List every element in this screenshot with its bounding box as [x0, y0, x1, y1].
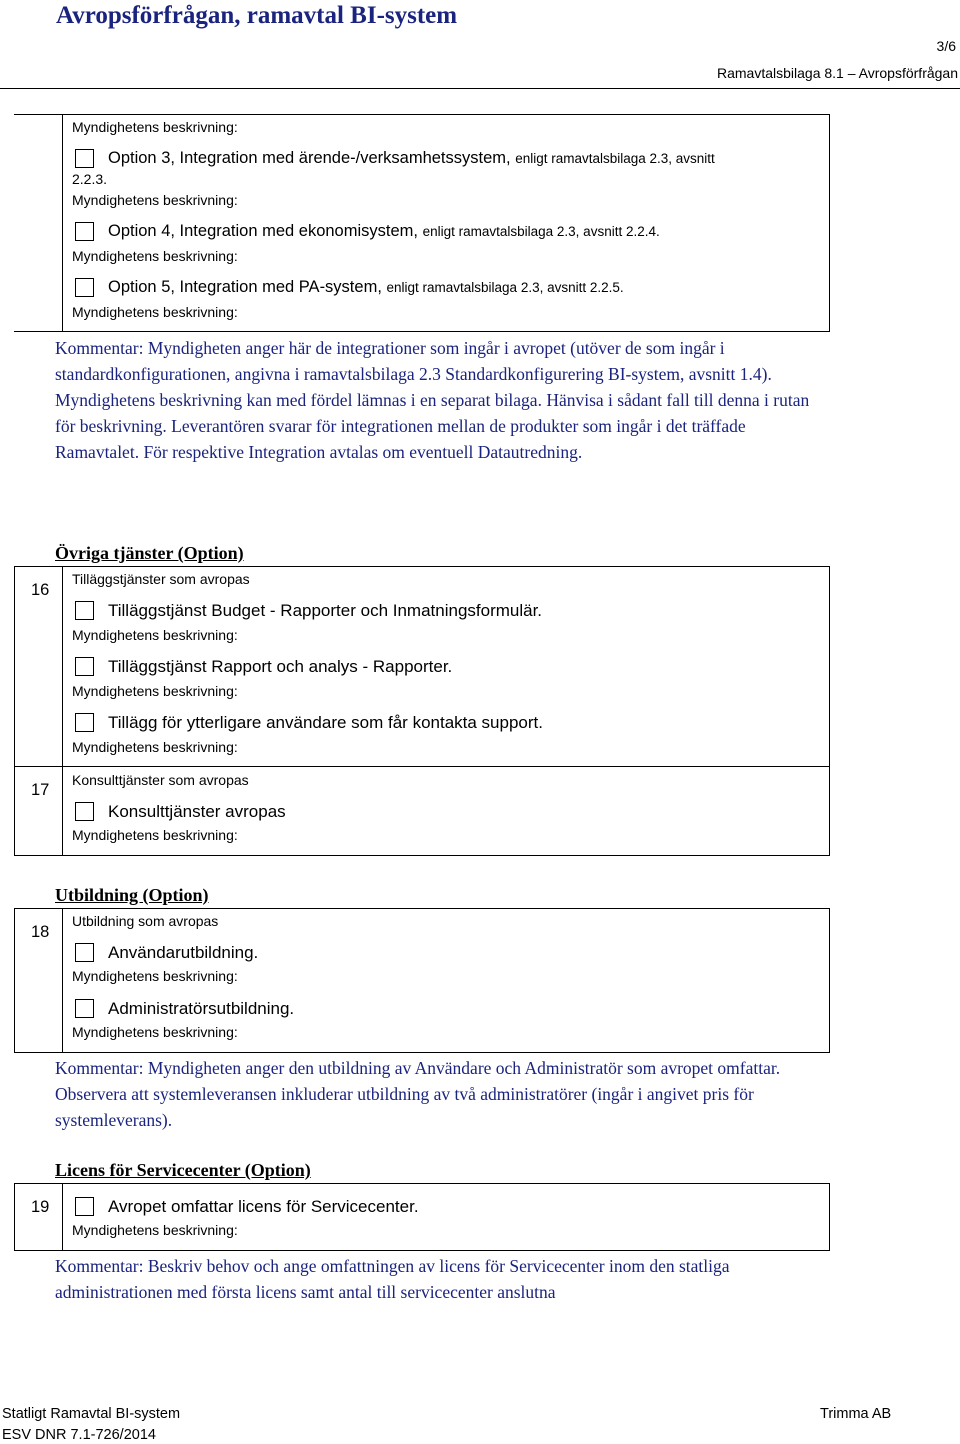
- budget-description-field[interactable]: Myndighetens beskrivning:: [72, 627, 238, 643]
- row17-number: 17: [31, 781, 50, 799]
- training-comment: Kommentar: Myndigheten anger den utbildning av Användare och Administratör som avropet omfattar. Observera att systemleveransen inkluderar utbildning av två administratörer (ingår i angivet pris för systemleverans).: [55, 1058, 781, 1130]
- row18-label: Utbildning som avropas: [72, 913, 219, 929]
- header-subtitle: Ramavtalsbilaga 8.1 – Avropsförfrågan: [717, 65, 958, 81]
- license-comment: Kommentar: Beskriv behov och ange omfattningen av licens för Servicecenter inom den statliga administrationen med första licens samt antal till servicecenter anslutna: [55, 1256, 730, 1302]
- admin-training-checkbox[interactable]: [75, 999, 94, 1018]
- footer-agreement: Statligt Ramavtal BI-system: [2, 1406, 181, 1422]
- row16-divider: [62, 566, 63, 767]
- consult-checkbox[interactable]: [75, 802, 94, 821]
- row18-divider: [62, 908, 63, 1053]
- document-title: Avropsförfrågan, ramavtal BI-system: [56, 2, 458, 29]
- footer-dnr: ESV DNR 7.1-726/2014: [2, 1427, 156, 1443]
- row16-label: Tilläggstjänster som avropas: [72, 571, 250, 587]
- option4-description-field[interactable]: Myndighetens beskrivning:: [72, 248, 238, 264]
- row19-box: [14, 1183, 830, 1251]
- consult-description-field[interactable]: Myndighetens beskrivning:: [72, 827, 238, 843]
- training-title: Utbildning (Option): [55, 885, 209, 905]
- option3-checkbox[interactable]: [75, 149, 94, 168]
- row19-divider: [62, 1183, 63, 1251]
- row17-label: Konsulttjänster som avropas: [72, 772, 249, 788]
- license-description-field[interactable]: Myndighetens beskrivning:: [72, 1222, 238, 1238]
- admin-training-description-field[interactable]: Myndighetens beskrivning:: [72, 1024, 238, 1040]
- row19-number: 19: [31, 1198, 50, 1216]
- license-checkbox[interactable]: [75, 1197, 94, 1216]
- consult-label: Konsulttjänster avropas: [108, 802, 286, 821]
- users-description-field[interactable]: Myndighetens beskrivning:: [72, 739, 238, 755]
- admin-training-label: Administratörsutbildning.: [108, 999, 295, 1018]
- row16-number: 16: [31, 581, 50, 599]
- user-training-checkbox[interactable]: [75, 943, 94, 962]
- license-title: Licens för Servicecenter (Option): [55, 1160, 311, 1180]
- user-training-description-field[interactable]: Myndighetens beskrivning:: [72, 968, 238, 984]
- integration-box-divider: [62, 114, 63, 332]
- footer-supplier: Trimma AB: [820, 1406, 892, 1422]
- option5-label: Option 5, Integration med PA-system, enligt ramavtalsbilaga 2.3, avsnitt 2.2.5.: [108, 278, 624, 296]
- integration-comment: Kommentar: Myndigheten anger här de integrationer som ingår i avropet (utöver de som ingår i standardkonfigurationen, angivna i ramavtalsbilaga 2.3 Standardkonfigurering BI-system, avsnitt 1.4). Myndighetens beskrivning kan med fördel lämnas i en separat bilaga. Hänvisa i sådant fall till denna i rutan för beskrivning. Leverantören svarar för integrationen mellan de produkter som ingår i det träffade Ramavtalet. För respektive Integration avtalas om eventuell Datautredning.: [55, 338, 810, 462]
- report-label: Tilläggstjänst Rapport och analys - Rapporter.: [108, 657, 453, 676]
- row17-divider: [62, 766, 63, 856]
- option5-checkbox[interactable]: [75, 278, 94, 297]
- license-label: Avropet omfattar licens för Servicecenter.: [108, 1197, 419, 1216]
- report-checkbox[interactable]: [75, 657, 94, 676]
- option4-checkbox[interactable]: [75, 222, 94, 241]
- description-label: Myndighetens beskrivning:: [72, 119, 238, 135]
- page-number: 3/6: [936, 38, 956, 54]
- other-services-title: Övriga tjänster (Option): [55, 543, 244, 563]
- report-description-field[interactable]: Myndighetens beskrivning:: [72, 683, 238, 699]
- budget-checkbox[interactable]: [75, 601, 94, 620]
- option3-description-field[interactable]: Myndighetens beskrivning:: [72, 192, 238, 208]
- option4-label: Option 4, Integration med ekonomisystem, enligt ramavtalsbilaga 2.3, avsnitt 2.2.4.: [108, 222, 660, 240]
- header-divider: [0, 88, 960, 89]
- users-label: Tillägg för ytterligare användare som får kontakta support.: [108, 713, 543, 732]
- option3-label-continued: 2.2.3.: [72, 171, 108, 187]
- users-checkbox[interactable]: [75, 713, 94, 732]
- row18-number: 18: [31, 923, 50, 941]
- option5-description-field[interactable]: Myndighetens beskrivning:: [72, 304, 238, 320]
- user-training-label: Användarutbildning.: [108, 943, 259, 962]
- option3-label: Option 3, Integration med ärende-/verksamhetssystem, enligt ramavtalsbilaga 2.3, avsnitt: [108, 149, 715, 167]
- budget-label: Tilläggstjänst Budget - Rapporter och Inmatningsformulär.: [108, 601, 543, 620]
